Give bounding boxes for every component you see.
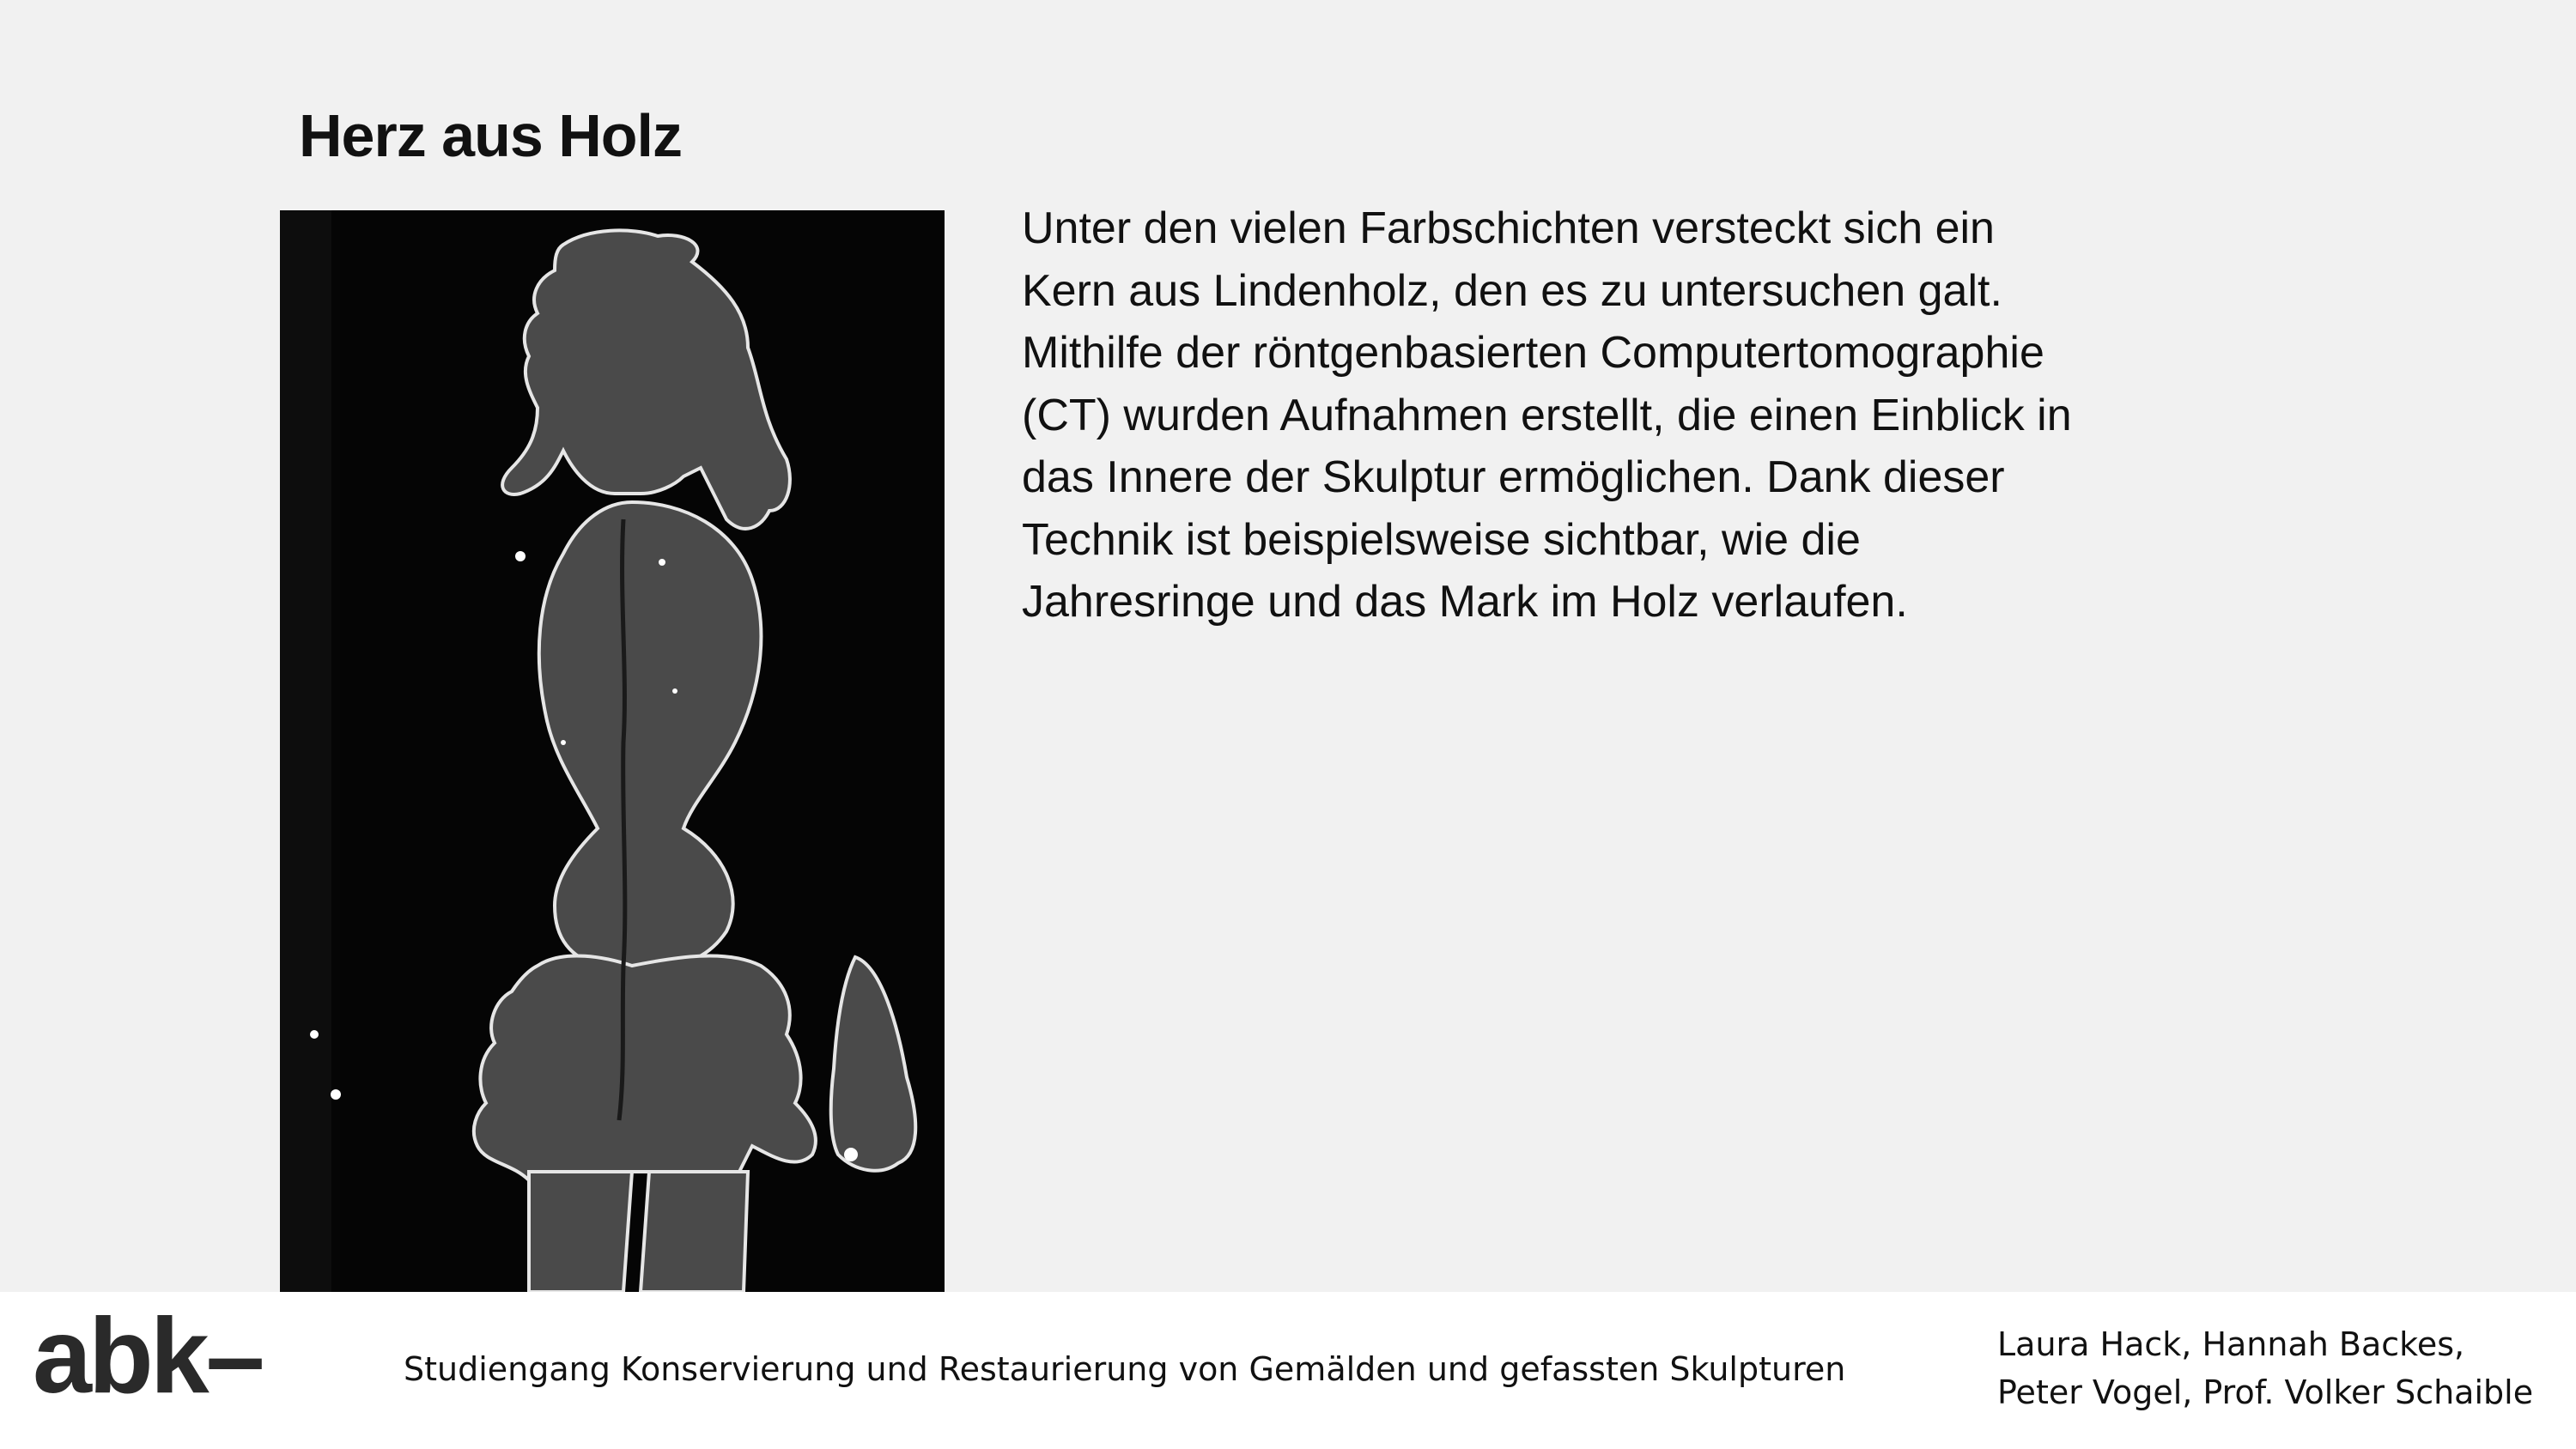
description-line: das Innere der Skulptur ermöglichen. Dank dieser bbox=[1022, 452, 2005, 502]
abk-logo: abk– bbox=[33, 1297, 262, 1416]
credits-line-1: Laura Hack, Hannah Backes, bbox=[1997, 1325, 2465, 1363]
ct-scan-image bbox=[280, 210, 945, 1292]
program-name: Studiengang Konservierung und Restaurierung von Gemälden und gefassten Skulpturen bbox=[404, 1350, 1846, 1388]
description-line: (CT) wurden Aufnahmen erstellt, die einen Einblick in bbox=[1022, 390, 2072, 440]
description-line: Technik ist beispielsweise sichtbar, wie die bbox=[1022, 514, 1861, 565]
description-line: Unter den vielen Farbschichten versteckt sich ein bbox=[1022, 203, 1995, 253]
slide-title: Herz aus Holz bbox=[299, 102, 682, 169]
description-text bbox=[1022, 197, 2241, 634]
credits-line-2: Peter Vogel, Prof. Volker Schaible bbox=[1997, 1373, 2534, 1411]
description-line: Kern aus Lindenholz, den es zu untersuchen galt. bbox=[1022, 265, 2002, 316]
credits bbox=[1997, 1320, 2533, 1416]
description-line: Mithilfe der röntgenbasierten Computertomographie bbox=[1022, 328, 2044, 378]
description-line: Jahresringe und das Mark im Holz verlaufen. bbox=[1022, 577, 1908, 627]
ct-scan-sculpture-silhouette bbox=[280, 210, 945, 1292]
